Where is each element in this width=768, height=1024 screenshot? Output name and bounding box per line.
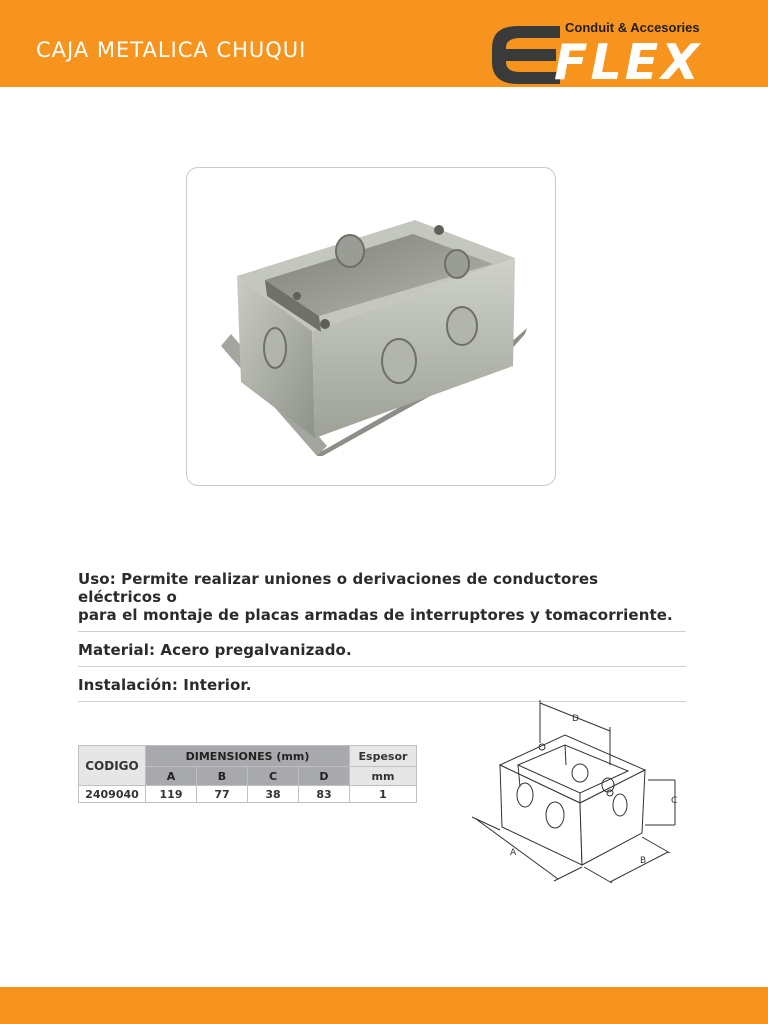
page-title: CAJA METALICA CHUQUI [36,38,307,62]
dim-d-cell: 83 [299,786,350,803]
product-photo-frame [186,167,556,486]
logo-wordmark: FLEX [554,34,702,91]
divider [78,666,686,667]
thickness-header: Espesor [350,746,417,767]
table-row [79,786,417,803]
dim-a-header: A [146,767,197,786]
dim-d-header: D [299,767,350,786]
dim-b-cell: 77 [197,786,248,803]
code-cell: 2409040 [79,786,146,803]
logo-tagline: Conduit & Accesories [565,20,700,35]
label-b: B [640,856,647,866]
dim-c-cell: 38 [248,786,299,803]
footer-bar [0,987,768,1024]
logo-e-icon [490,24,560,86]
label-d: D [572,714,579,724]
dimension-diagram [470,695,700,885]
dimensions-header: DIMENSIONES (mm) [146,746,350,767]
dimensions-table [78,745,417,803]
spec-uso-continued: para el montaje de placas armadas de interruptores y tomacorriente. [78,606,673,624]
thickness-unit: mm [350,767,417,786]
spec-uso: Uso: Permite realizar uniones o derivaciones de conductores eléctricos o [78,570,599,606]
thickness-cell: 1 [350,786,417,803]
spec-instalacion: Instalación: Interior. [78,676,252,694]
label-a: A [510,848,517,858]
code-header: CODIGO [79,746,146,786]
divider [78,631,686,632]
label-c: C [671,796,678,806]
dim-b-header: B [197,767,248,786]
spec-block [78,570,686,711]
header-bar [0,0,768,91]
dim-a-cell: 119 [146,786,197,803]
steel-box-photo-icon [207,206,527,456]
dim-c-header: C [248,767,299,786]
eflex-logo [490,14,740,90]
spec-material: Material: Acero pregalvanizado. [78,641,352,659]
